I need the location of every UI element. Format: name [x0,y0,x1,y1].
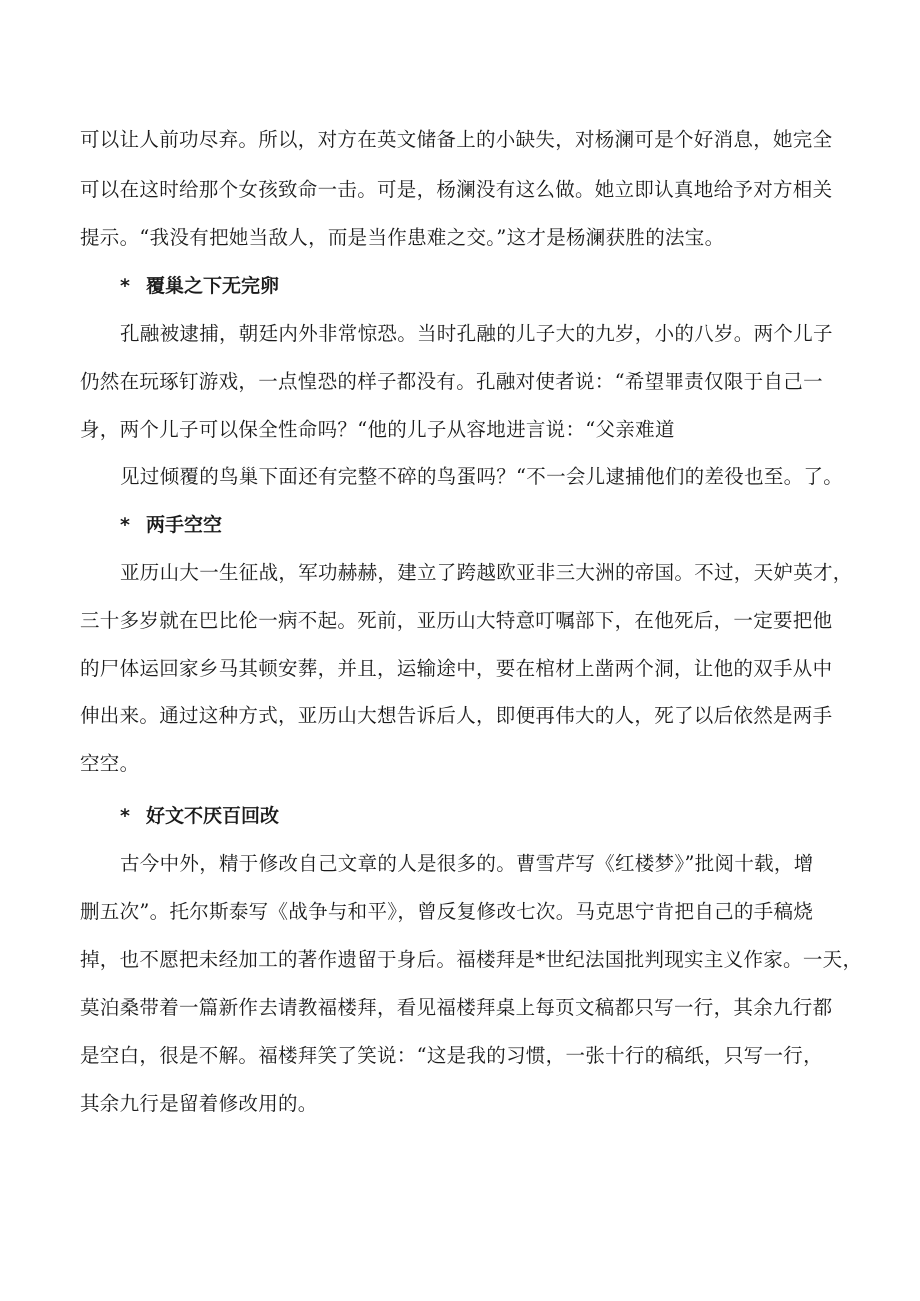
text-line: 见过倾覆的鸟巢下面还有完整不碎的鸟蛋吗？“不一会儿逮捕他们的差役也至。了。 [120,465,844,488]
text-line: 亚历山大一生征战，军功赫赫，建立了跨越欧亚非三大洲的帝国。不过，天妒英才， [120,561,853,584]
text-line: 三十多岁就在巴比伦一病不起。死前，亚历山大特意叮嘱部下，在他死后，一定要把他 [80,609,833,632]
text-line: 提示。“我没有把她当敌人，而是当作患难之交。”这才是杨澜获胜的法宝。 [80,226,725,249]
section-title: 覆巢之下无完卵 [146,275,280,297]
bullet-asterisk: * [120,275,130,297]
text-line: 孔融被逮捕，朝廷内外非常惊恐。当时孔融的儿子大的九岁，小的八岁。两个儿子 [120,322,833,345]
bullet-asterisk: * [120,805,130,827]
text-line: 删五次”。托尔斯泰写《战争与和平》，曾反复修改七次。马克思宁肯把自己的手稿烧 [80,900,814,923]
text-line: 可以让人前功尽弃。所以，对方在英文储备上的小缺失，对杨澜可是个好消息，她完全 [80,128,833,151]
section-title: 两手空空 [146,514,223,536]
text-line: 可以在这时给那个女孩致命一击。可是，杨澜没有这么做。她立即认真地给予对方相关 [80,178,833,201]
text-line: 空空。 [80,752,140,775]
text-line: 古今中外，精于修改自己文章的人是很多的。曹雪芹写《红楼梦》”批阅十载，增 [120,852,814,875]
bullet-asterisk: * [120,514,130,536]
section-heading-1 [120,274,279,298]
text-line: 莫泊桑带着一篇新作去请教福楼拜，看见福楼拜桌上每页文稿都只写一行，其余九行都 [80,996,833,1019]
section-heading-2 [120,513,222,537]
section-title: 好文不厌百回改 [146,805,280,827]
text-line: 其余九行是留着修改用的。 [80,1092,318,1115]
text-line: 掉，也不愿把未经加工的著作遗留于身后。福楼拜是*世纪法国批判现实主义作家。一天， [80,948,863,971]
section-heading-3 [120,804,279,828]
text-line: 的尸体运回家乡马其顿安葬，并且，运输途中，要在棺材上凿两个洞，让他的双手从中 [80,657,833,680]
text-line: 伸出来。通过这种方式，亚历山大想告诉后人，即便再伟大的人，死了以后依然是两手 [80,704,833,727]
text-line: 是空白，很是不解。福楼拜笑了笑说：“这是我的习惯，一张十行的稿纸，只写一行， [80,1044,823,1067]
text-line: 仍然在玩琢钉游戏，一点惶恐的样子都没有。孔融对使者说：“希望罪责仅限于自己一 [80,370,823,393]
text-line: 身，两个儿子可以保全性命吗？“他的儿子从容地进言说：“父亲难道 [80,418,675,441]
